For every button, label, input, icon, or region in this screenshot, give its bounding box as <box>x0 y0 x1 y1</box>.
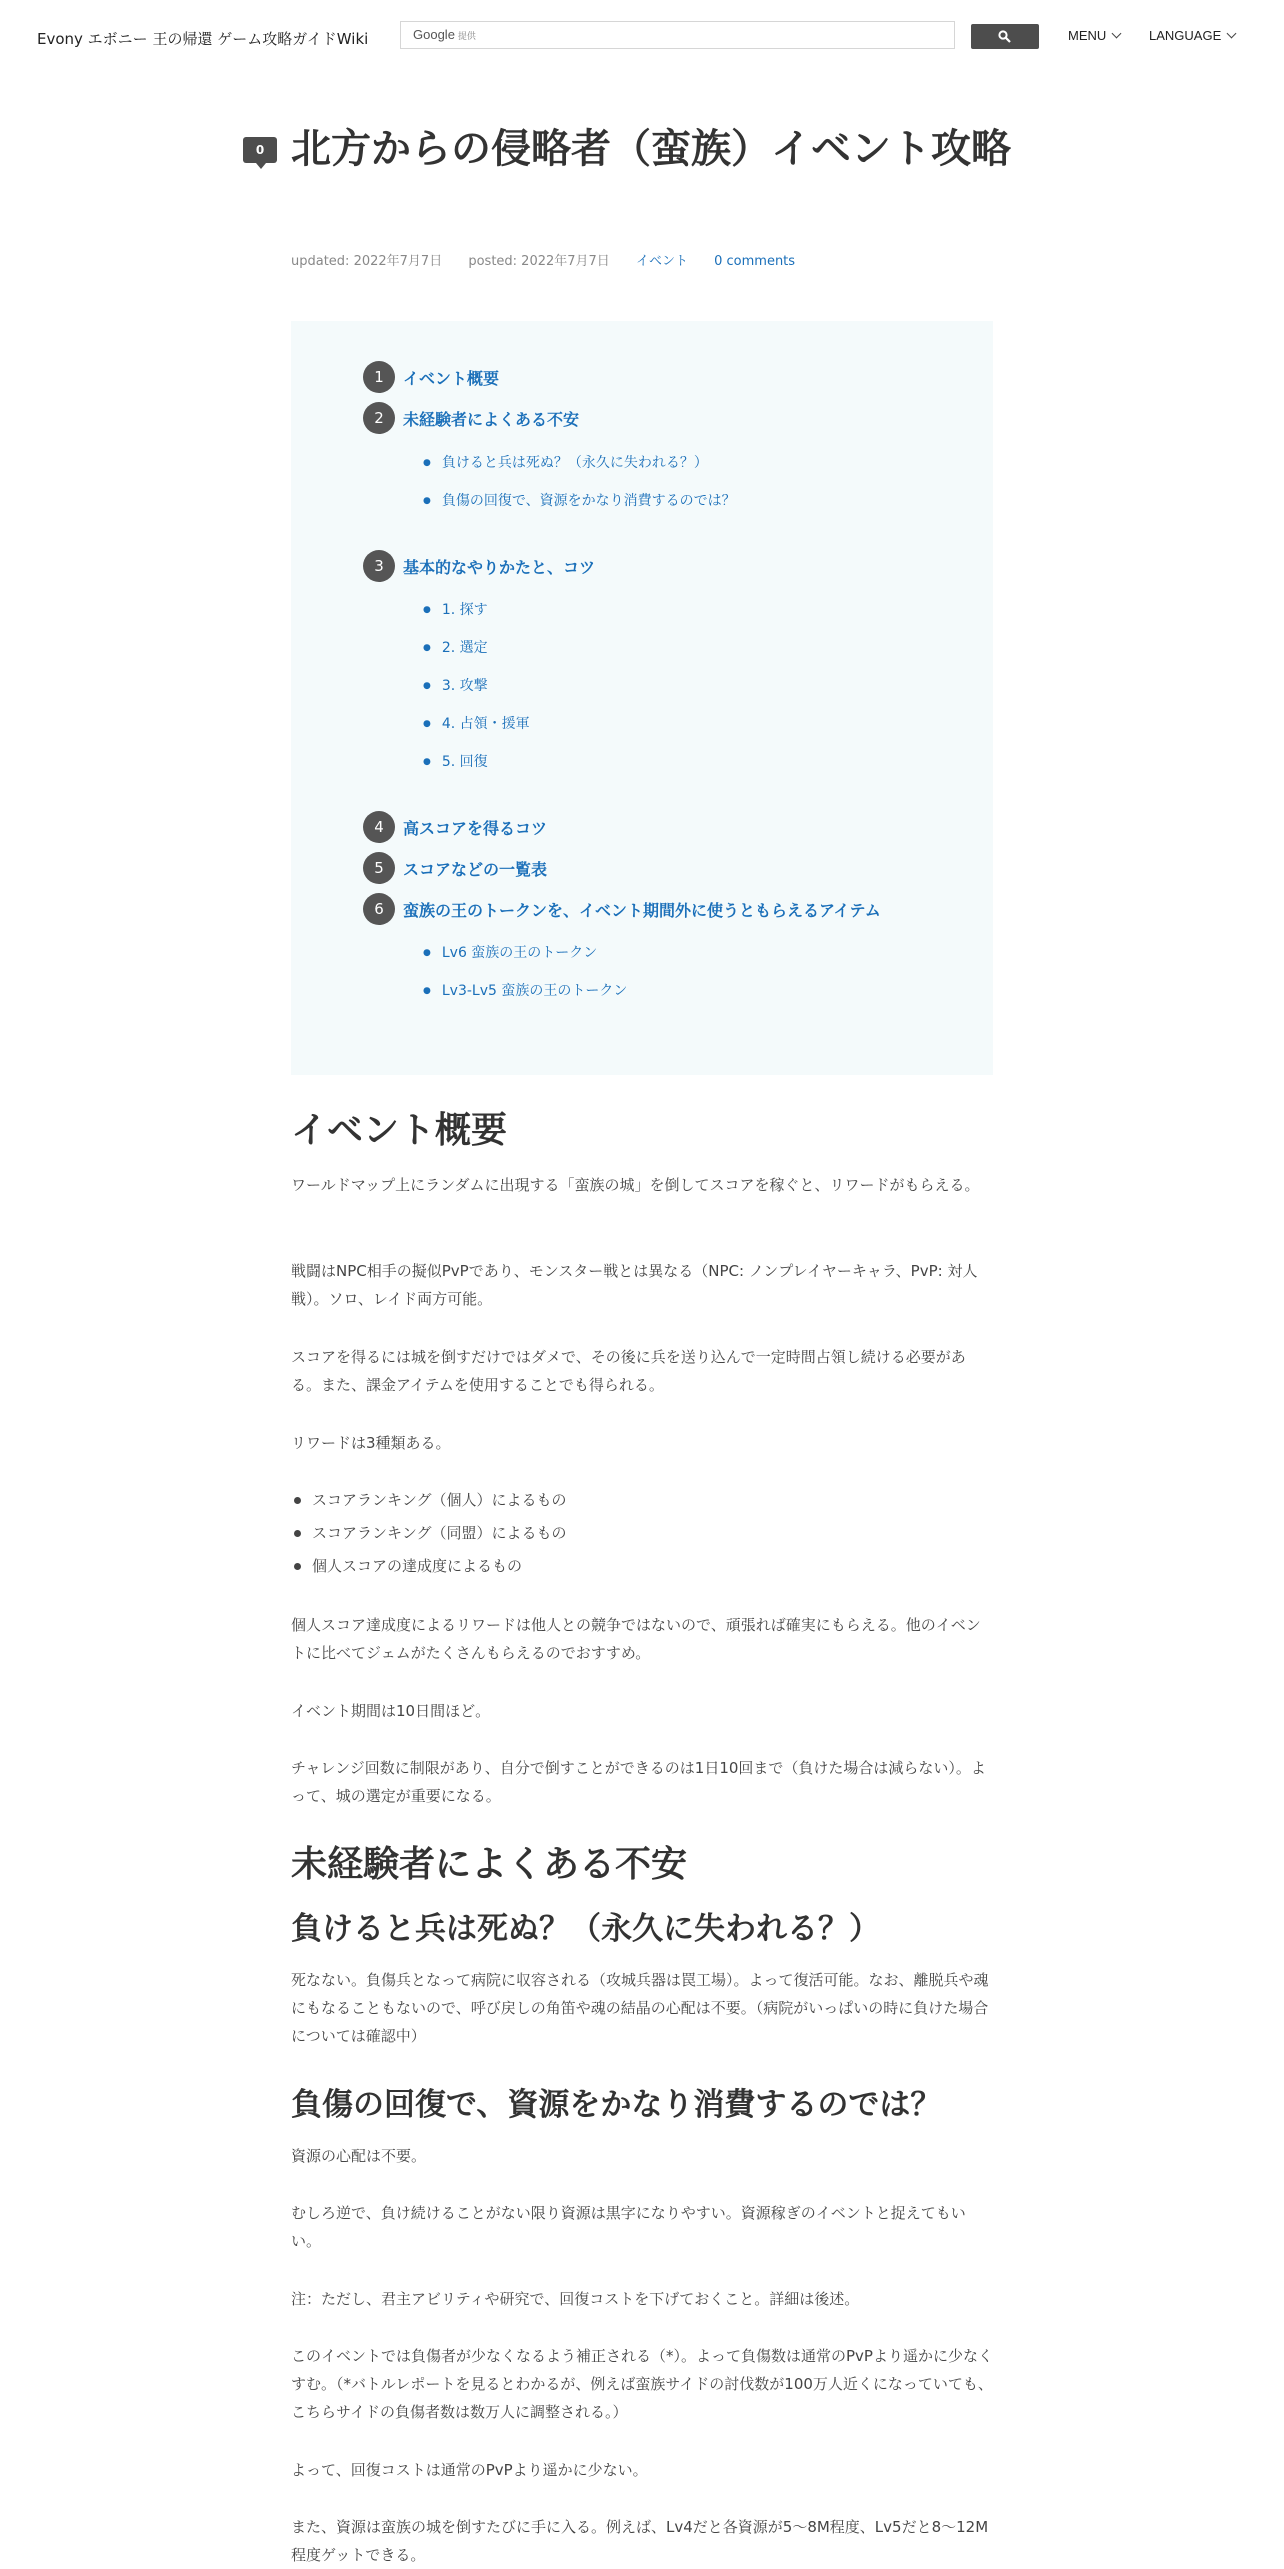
reward-list <box>291 1484 993 1583</box>
heading-death: 負けると兵は死ぬ？（永久に失われる？） <box>291 1911 880 1947</box>
toc-sub-item[interactable]: ● 2. 選定 <box>423 640 488 656</box>
chevron-down-icon <box>1227 29 1237 39</box>
paragraph: 資源の心配は不要。 <box>291 2147 427 2165</box>
nav-language[interactable]: LANGUAGE <box>1149 28 1235 43</box>
toc-sub-item[interactable]: ● 4. 占領・援軍 <box>423 716 530 732</box>
toc-link[interactable]: 基本的なやりかたと、コツ <box>403 557 596 577</box>
comments-link[interactable]: 0 comments <box>714 254 796 269</box>
paragraph: イベント期間は10日間ほど。 <box>291 1702 491 1720</box>
toc-link[interactable]: 未経験者によくある不安 <box>403 409 580 429</box>
search-button[interactable] <box>971 24 1039 49</box>
toc-number: 5 <box>363 852 395 884</box>
search-icon <box>998 30 1011 43</box>
toc-number: 4 <box>363 811 395 843</box>
toc-item[interactable] <box>363 893 881 925</box>
toc-number: 2 <box>363 402 395 434</box>
toc-item[interactable] <box>363 361 499 393</box>
paragraph: 死なない。負傷兵となって病院に収容される（攻城兵器は罠工場）。よって復活可能。なお、離脱兵や魂にもなることもないので、呼び戻しの角笛や魂の結晶の心配は不要。（病院がいっぱいの時に負けた場合については確認中） <box>291 1971 989 2045</box>
heading-anxiety: 未経験者によくある不安 <box>291 1844 688 1885</box>
toc-link[interactable]: 蛮族の王のトークンを、イベント期間外に使うともらえるアイテム <box>403 900 881 920</box>
list-item: スコアランキング（個人）によるもの <box>291 1484 993 1517</box>
toc-item[interactable] <box>363 550 595 582</box>
paragraph: リワードは3種類ある。 <box>291 1434 451 1452</box>
paragraph: 戦闘はNPC相手の擬似PvPであり、モンスター戦とは異なる（NPC: ノンプレイヤーキャラ、PvP: 対人戦）。ソロ、レイド両方可能。 <box>291 1262 978 1308</box>
paragraph: また、資源は蛮族の城を倒すたびに手に入る。例えば、Lv4だと各資源が5〜8M程度、Lv5だと8〜12M程度ゲットできる。 <box>291 2518 989 2564</box>
toc-link[interactable]: イベント概要 <box>403 368 500 388</box>
toc-sub-item[interactable]: ● Lv3-Lv5 蛮族の王のトークン <box>423 983 628 999</box>
toc-number: 1 <box>363 361 395 393</box>
paragraph: スコアを得るには城を倒すだけではダメで、その後に兵を送り込んで一定時間占領し続ける必要がある。また、課金アイテムを使用することでも得られる。 <box>291 1348 966 1394</box>
list-item: スコアランキング（同盟）によるもの <box>291 1517 993 1550</box>
toc-item[interactable] <box>363 852 547 884</box>
paragraph: このイベントでは負傷者が少なくなるよう補正される（*）。よって負傷数は通常のPvPより遥かに少なくすむ。（*バトルレポートを見るとわかるが、例えば蛮族サイドの討伐数が100万人近くになっていても、こちらサイドの負傷者数は数万人に調整される。） <box>291 2347 993 2421</box>
paragraph: 注：ただし、君主アビリティや研究で、回復コストを下げておくこと。詳細は後述。 <box>291 2290 860 2308</box>
toc-item[interactable] <box>363 811 547 843</box>
post-meta <box>291 250 817 269</box>
paragraph: むしろ逆で、負け続けることがない限り資源は黒字になりやすい。資源稼ぎのイベントと捉えてもいい。 <box>291 2204 966 2250</box>
comment-count-badge[interactable]: 0 <box>243 137 277 163</box>
paragraph: ワールドマップ上にランダムに出現する「蛮族の城」を倒してスコアを稼ぐと、リワードがもらえる。 <box>291 1176 980 1194</box>
category-link[interactable]: イベント <box>635 254 688 269</box>
toc-sub-item[interactable]: ● 1. 探す <box>423 602 488 618</box>
paragraph: チャレンジ回数に制限があり、自分で倒すことができるのは1日10回まで（負けた場合は減らない）。よって、城の選定が重要になる。 <box>291 1759 986 1805</box>
site-header <box>0 0 1284 72</box>
paragraph: よって、回復コストは通常のPvPより遥かに少ない。 <box>291 2461 648 2479</box>
table-of-contents <box>291 321 993 1075</box>
search-input[interactable] <box>400 21 955 49</box>
paragraph: 個人スコア達成度によるリワードは他人との競争ではないので、頑張れば確実にもらえる。他のイベントに比べてジェムがたくさんもらえるのでおすすめ。 <box>291 1616 981 1662</box>
chevron-down-icon <box>1112 29 1122 39</box>
heading-overview: イベント概要 <box>291 1110 508 1151</box>
toc-sub-item[interactable]: ● 5. 回復 <box>423 754 488 770</box>
toc-number: 3 <box>363 550 395 582</box>
toc-sub-item[interactable]: ● 負傷の回復で、資源をかなり消費するのでは？ <box>423 493 736 509</box>
google-logo: Google 提供 <box>413 27 476 42</box>
page-title: 北方からの侵略者（蛮族）イベント攻略 <box>291 126 1011 172</box>
toc-item[interactable] <box>363 402 579 434</box>
toc-sub-item[interactable]: ● 負けると兵は死ぬ？（永久に失われる？） <box>423 455 708 471</box>
updated-date: updated: 2022年7月7日 <box>291 254 443 269</box>
toc-sub-item[interactable]: ● Lv6 蛮族の王のトークン <box>423 945 598 961</box>
toc-link[interactable]: 高スコアを得るコツ <box>403 818 548 838</box>
site-title[interactable]: Evony エボニー 王の帰還 ゲーム攻略ガイドWiki <box>37 30 369 48</box>
nav-menu[interactable]: MENU <box>1068 28 1120 43</box>
heading-heal: 負傷の回復で、資源をかなり消費するのでは？ <box>291 2087 942 2123</box>
toc-sub-item[interactable]: ● 3. 攻撃 <box>423 678 488 694</box>
toc-number: 6 <box>363 893 395 925</box>
list-item: 個人スコアの達成度によるもの <box>291 1550 993 1583</box>
posted-date: posted: 2022年7月7日 <box>468 254 610 269</box>
toc-link[interactable]: スコアなどの一覧表 <box>403 859 548 879</box>
